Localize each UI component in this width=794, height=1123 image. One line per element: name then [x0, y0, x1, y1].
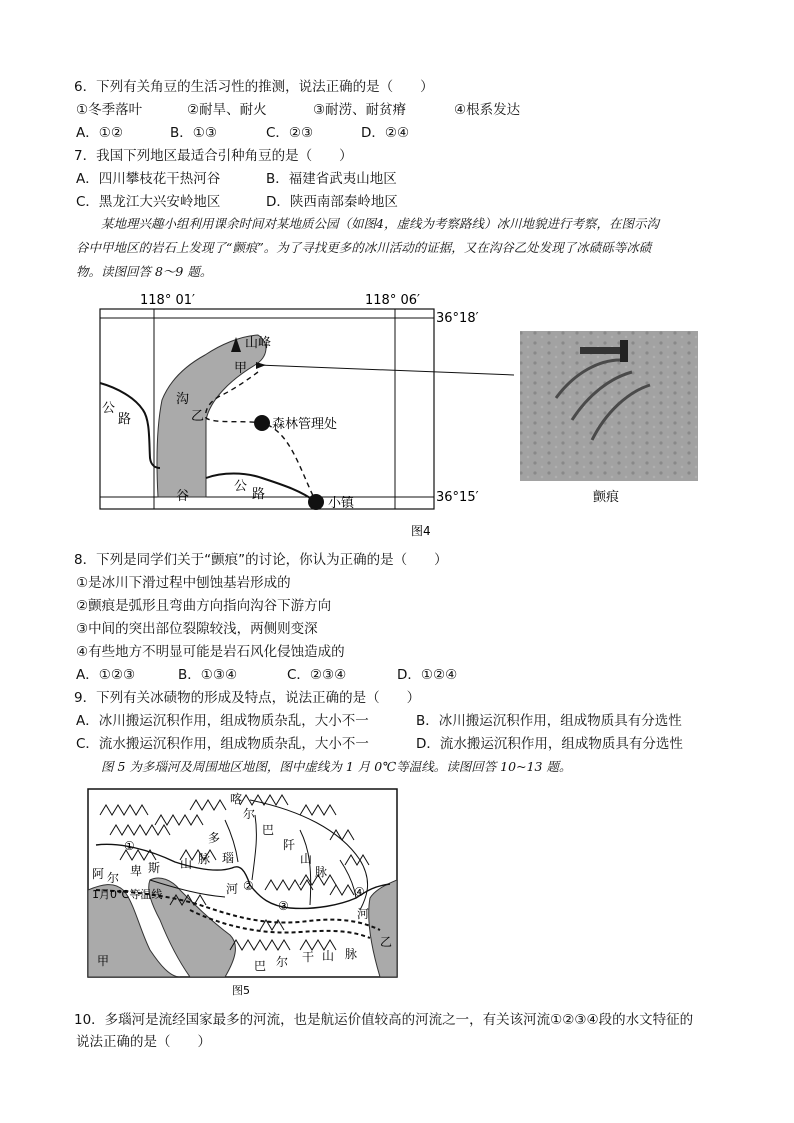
label-karpat-mtn: 脉 — [315, 865, 328, 879]
forest-label: 森林管理处 — [272, 417, 338, 432]
label-alps: 尔 — [107, 871, 120, 885]
q10-line1: 10．多瑙河是流经国家最多的河流，也是航运价值较高的河流之一，有关该河流①②③④段的水文特征的 — [74, 1012, 694, 1028]
q9-options-row1 — [0, 711, 794, 731]
label-karpat: 巴 — [262, 823, 275, 837]
q8-item: ③中间的突出部位裂隙较浅，两侧则变深 — [76, 621, 318, 637]
label-alps: 脉 — [198, 852, 211, 866]
hammer-icon — [580, 347, 626, 354]
q7-option-d: D．陕西南部秦岭地区 — [266, 194, 398, 210]
peak-label: 山峰 — [245, 336, 272, 351]
q6-item: ③耐涝、耐贫瘠 — [313, 102, 407, 118]
jia-label: 甲 — [234, 361, 248, 376]
q6-option-d: D．②④ — [361, 125, 410, 141]
sea-jia-label: 甲 — [97, 954, 110, 968]
lon-label-1: 118° 01′ — [140, 293, 195, 308]
valley-shape — [157, 335, 266, 497]
label-karpat-mtn: 山 — [300, 852, 313, 866]
label-danube: 河 — [226, 882, 239, 896]
valley-char-gou: 沟 — [176, 392, 190, 407]
q6-stem: 6．下列有关角豆的生活习性的推测，说法正确的是（ ） — [74, 79, 434, 95]
q10-line2: 说法正确的是（ ） — [76, 1034, 211, 1050]
intro-10-13: 图 5 为多瑙河及周围地区地图，图中虚线为 1 月 0℃等温线。读图回答 10~13 题。 — [101, 759, 572, 774]
q8-options — [0, 665, 794, 685]
q8-option-a: A．①②③ — [76, 667, 136, 683]
q9-option-c: C．流水搬运沉积作用，组成物质杂乱，大小不一 — [76, 736, 369, 752]
fig5-caption: 图5 — [232, 984, 250, 997]
q6-items — [0, 100, 794, 120]
fig4-caption: 图4 — [411, 524, 431, 538]
q6-item: ①冬季落叶 — [76, 102, 143, 118]
valley-char-gu: 谷 — [176, 489, 190, 504]
photo-caption: 颤痕 — [593, 490, 620, 505]
label-danube: 瑙 — [222, 851, 235, 865]
pointer-arrow-icon — [256, 362, 266, 369]
label-karpat: 阡 — [283, 838, 296, 852]
q7-option-c: C．黑龙江大兴安岭地区 — [76, 194, 221, 210]
q7-options-row2 — [0, 192, 794, 212]
label-balkan: 山 — [322, 949, 335, 963]
q9-option-b: B．冰川搬运沉积作用，组成物质具有分选性 — [416, 713, 682, 729]
label-danube: 多 — [208, 831, 221, 845]
q9-option-a: A．冰川搬运沉积作用，组成物质杂乱，大小不一 — [76, 713, 369, 729]
label-karpat: 喀 — [230, 792, 243, 806]
road2-label-lu: 路 — [252, 487, 266, 502]
section-2: ② — [243, 879, 254, 893]
lon-label-2: 118° 06′ — [365, 293, 420, 308]
q9-option-d: D．流水搬运沉积作用，组成物质具有分选性 — [416, 736, 683, 752]
label-karpat: 尔 — [243, 807, 256, 821]
intro-8-9-line1: 某地理兴趣小组利用课余时间对某地质公园（如图4，虚线为考察路线）冰川地貌进行考察，在图示沟 — [101, 216, 659, 231]
q8-option-d: D．①②④ — [397, 667, 458, 683]
q6-option-c: C．②③ — [266, 125, 314, 141]
road2-label-gong: 公 — [234, 479, 248, 494]
sea-yi-label: 乙 — [380, 935, 393, 949]
q9-stem: 9．下列有关冰碛物的形成及特点，说法正确的是（ ） — [74, 690, 421, 706]
q8-item: ②颤痕是弧形且弯曲方向指向沟谷下游方向 — [76, 598, 332, 614]
label-alps: 卑 — [130, 864, 143, 878]
section-4: ④ — [354, 885, 365, 899]
q6-option-a: A．①② — [76, 125, 123, 141]
q8-stem: 8．下列是同学们关于“颤痕”的讨论，你认为正确的是（ ） — [74, 552, 448, 568]
q8-option-b: B．①③④ — [178, 667, 238, 683]
section-3: ③ — [278, 899, 289, 913]
label-balkan: 巴 — [254, 959, 267, 973]
q8-option-c: C．②③④ — [287, 667, 347, 683]
lat-label-2: 36°15′ — [436, 490, 479, 505]
label-alps: 阿 — [92, 867, 105, 881]
q6-options — [0, 123, 794, 143]
label-balkan: 脉 — [345, 947, 358, 961]
figure-5 — [0, 780, 794, 1002]
q8-item: ①是冰川下滑过程中刨蚀基岩形成的 — [76, 575, 291, 591]
q6-option-b: B．①③ — [170, 125, 217, 141]
q8-item: ④有些地方不明显可能是岩石风化侵蚀造成的 — [76, 644, 345, 660]
town-label: 小镇 — [328, 496, 355, 511]
intro-8-9-line2: 谷中甲地区的岩石上发现了“颤痕”。为了寻找更多的冰川活动的证据，又在沟谷乙处发现了冰碛砾等冰碛 — [76, 240, 652, 255]
q7-options-row1 — [0, 169, 794, 189]
road-label-gong: 公 — [102, 401, 116, 416]
road-label-lu: 路 — [118, 412, 132, 427]
figure-4 — [0, 288, 794, 546]
label-alps: 斯 — [148, 861, 161, 875]
q7-option-b: B．福建省武夷山地区 — [266, 171, 397, 187]
label-balkan: 干 — [302, 950, 315, 964]
q7-option-a: A．四川攀枝花干热河谷 — [76, 171, 221, 187]
town-dot-icon — [308, 494, 324, 510]
forest-dot-icon — [254, 415, 270, 431]
q6-item: ④根系发达 — [454, 102, 521, 118]
pointer-line — [258, 365, 514, 375]
isotherm-label: 1月0℃等温线 — [92, 888, 163, 901]
intro-8-9-line3: 物。读图回答 8～9 题。 — [76, 264, 213, 279]
q7-stem: 7．我国下列地区最适合引种角豆的是（ ） — [74, 148, 353, 164]
lat-label-1: 36°18′ — [436, 311, 479, 326]
q9-options-row2 — [0, 734, 794, 754]
label-danube-river: 河 — [357, 907, 370, 921]
yi-label: 乙 — [191, 409, 205, 424]
label-balkan: 尔 — [276, 955, 289, 969]
q6-item: ②耐旱、耐火 — [187, 102, 267, 118]
label-alps: 山 — [180, 857, 193, 871]
section-1: ① — [124, 839, 135, 853]
